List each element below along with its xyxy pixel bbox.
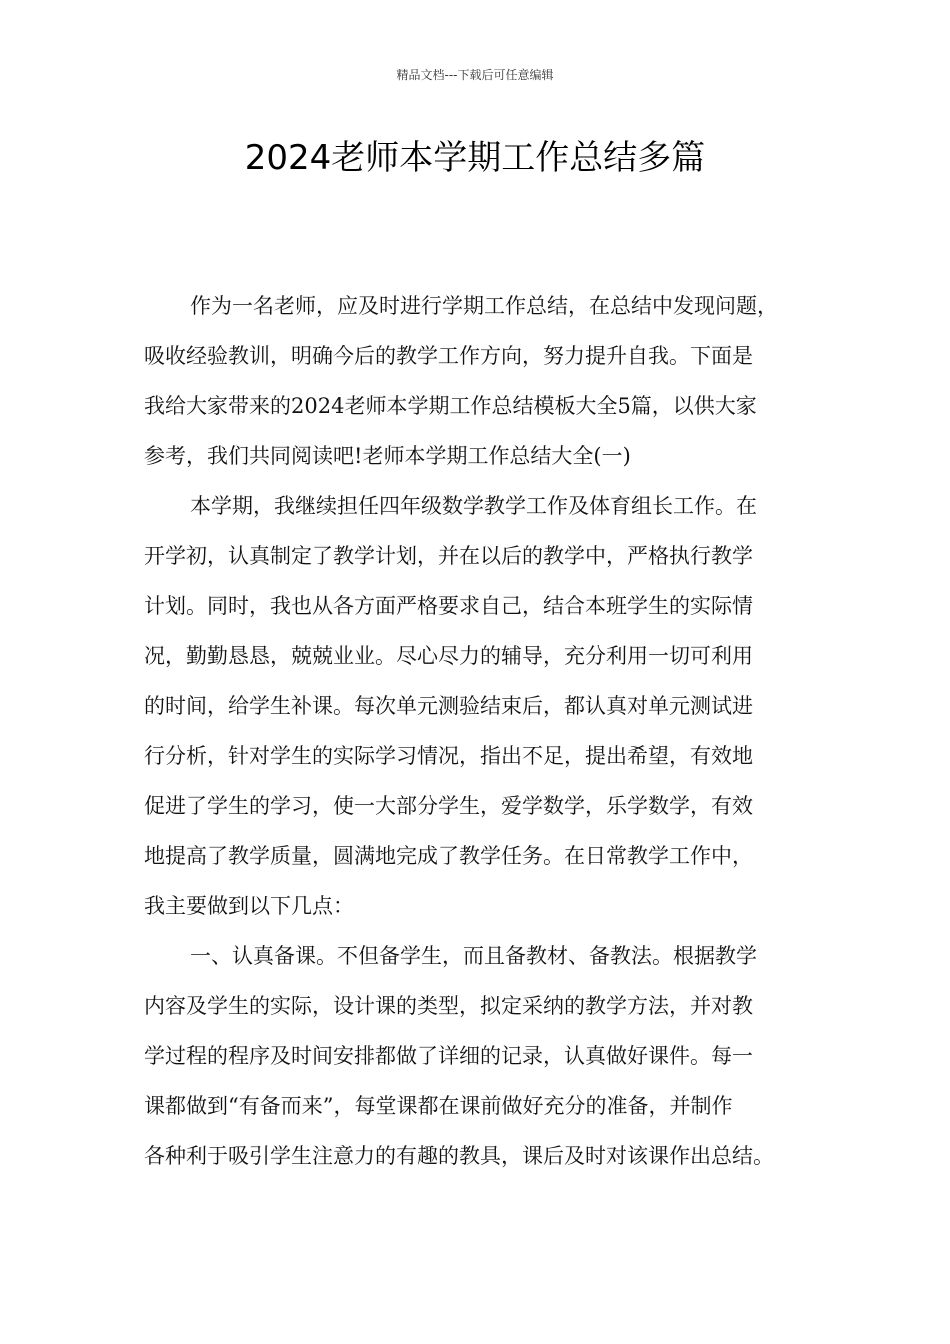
- paragraph-line: 计划。同时，我也从各方面严格要求自己，结合本班学生的实际情: [144, 594, 753, 618]
- paragraph-line: 行分析，针对学生的实际学习情况，指出不足，提出希望，有效地: [144, 744, 753, 768]
- paragraph-line: 本学期，我继续担任四年级数学教学工作及体育组长工作。在: [190, 494, 757, 518]
- paragraph-line: 开学初，认真制定了教学计划，并在以后的教学中，严格执行教学: [144, 544, 753, 568]
- paragraph-line: 我给大家带来的2024老师本学期工作总结模板大全5篇，以供大家: [144, 394, 757, 418]
- paragraph-line: 学过程的程序及时间安排都做了详细的记录，认真做好课件。每一: [144, 1044, 753, 1068]
- paragraph-line: 促进了学生的学习，使一大部分学生，爱学数学，乐学数学，有效: [144, 794, 753, 818]
- paragraph-line: 内容及学生的实际，设计课的类型，拟定采纳的教学方法，并对教: [144, 994, 753, 1018]
- paragraph-line: 一、认真备课。不但备学生，而且备教材、备教法。根据教学: [190, 944, 757, 968]
- paragraph-line: 我主要做到以下几点：: [144, 894, 354, 918]
- paragraph-line: 况，勤勤恳恳，兢兢业业。尽心尽力的辅导，充分利用一切可利用: [144, 644, 753, 668]
- paragraph-line: 吸收经验教训，明确今后的教学工作方向，努力提升自我。下面是: [144, 344, 753, 368]
- paragraph-line: 参考，我们共同阅读吧!老师本学期工作总结大全(一): [144, 444, 631, 468]
- paragraph-line: 地提高了教学质量，圆满地完成了教学任务。在日常教学工作中，: [144, 844, 753, 868]
- paragraph-line: 各种利于吸引学生注意力的有趣的教具，课后及时对该课作出总结。: [144, 1144, 774, 1168]
- document-title: 2024老师本学期工作总结多篇: [244, 138, 706, 178]
- paragraph-line: 课都做到“有备而来”，每堂课都在课前做好充分的准备，并制作: [144, 1094, 733, 1118]
- paragraph-line: 的时间，给学生补课。每次单元测验结束后，都认真对单元测试进: [144, 694, 753, 718]
- header-note: 精品文档---下载后可任意编辑: [396, 68, 554, 82]
- document-body: [144, 281, 836, 1181]
- paragraph-line: 作为一名老师，应及时进行学期工作总结，在总结中发现问题，: [190, 294, 778, 318]
